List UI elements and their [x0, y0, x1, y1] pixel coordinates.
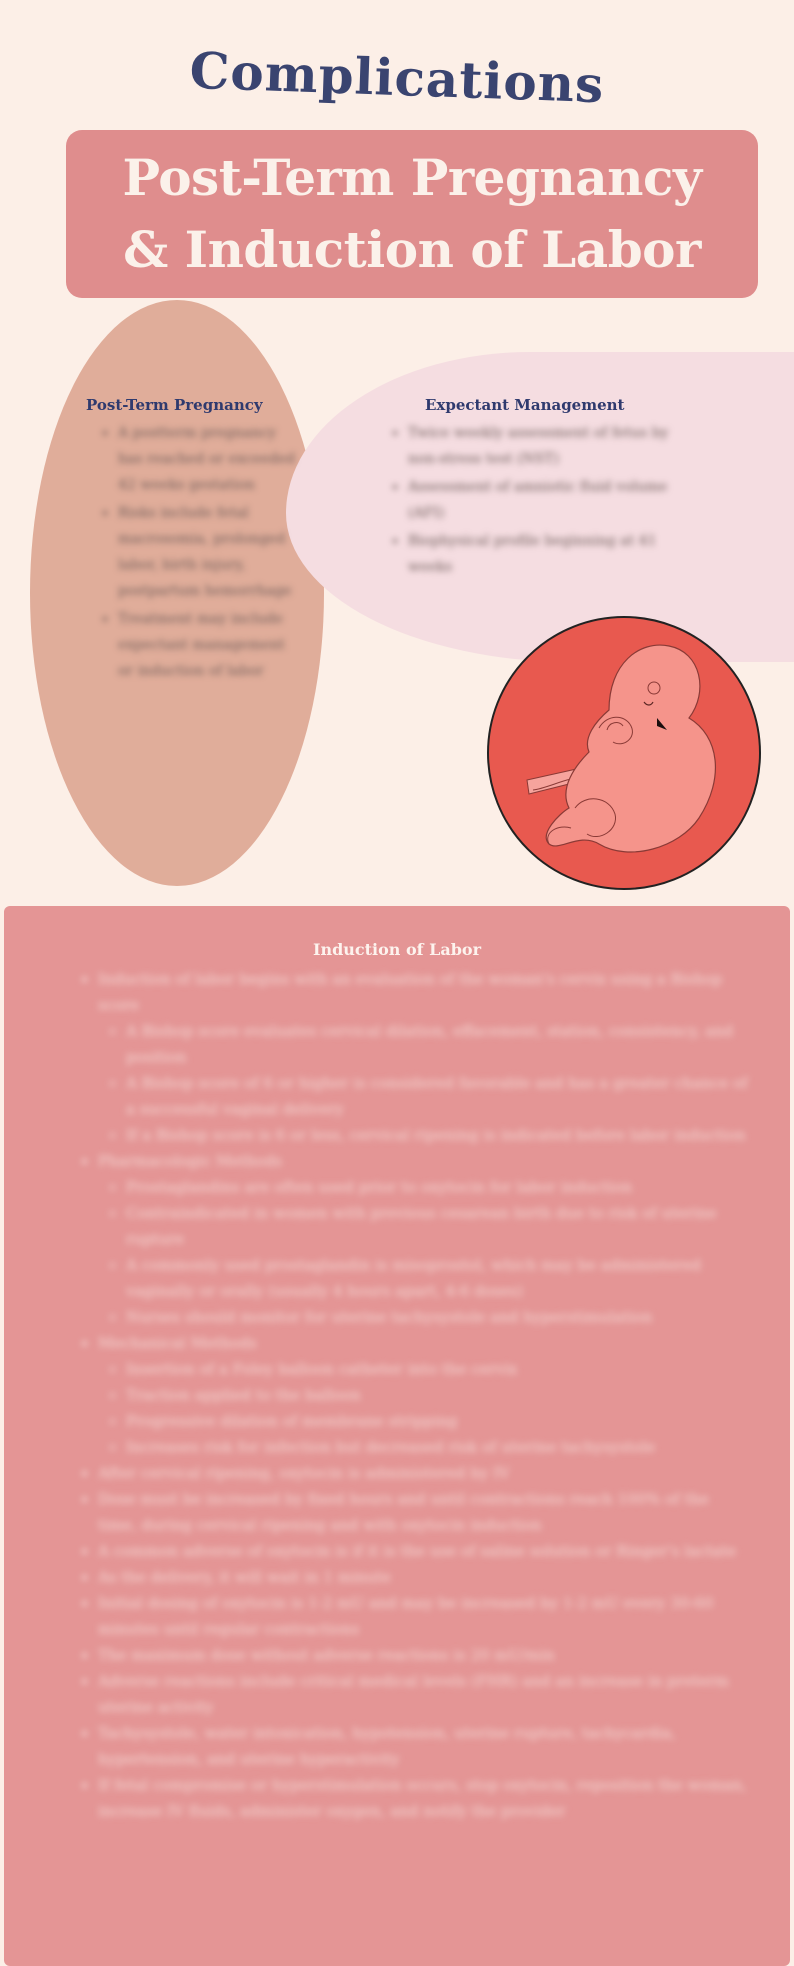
post-term-list — [96, 420, 298, 686]
list-item: • Risks include fetal macrosomia, prolonged labor, birth injury, postpartum hemorrhage — [118, 500, 298, 604]
list-item: • Twice weekly assessment of fetus by non-stress test (NST) — [408, 420, 698, 472]
list-item: • After cervical ripening, oxytocin is administered by IV — [98, 1460, 748, 1486]
list-item: • The maximum dose without adverse reactions is 20 mU/min — [98, 1642, 748, 1668]
induction-heading: Induction of Labor — [312, 940, 482, 959]
sub-list-item: ◦ Prostaglandins are often used prior to oxytocin for labor induction — [126, 1174, 748, 1200]
title-banner — [66, 130, 758, 298]
list-item: • Induction of labor begins with an evaluation of the woman's cervix using a Bishop score ◦ A Bishop score evaluates cervical dilation, effacement, station, consistency, and position ◦ A Bishop score of 6 or higher is considered favorable and has a greater chance of a successful vaginal delivery ◦ If a Bishop score is 6 or less, cervical ripening is indicated before labor induction — [98, 966, 748, 1148]
sub-list-item: ◦ A Bishop score evaluates cervical dilation, effacement, station, consistency, and position — [126, 1018, 748, 1070]
list-item: • Tachysystole, water intoxication, hypotension, uterine rupture, tachycardia, hypertension, and uterine hyperactivity — [98, 1720, 748, 1772]
list-item: • Biophysical profile beginning at 41 weeks — [408, 528, 698, 580]
page-kicker: Complications — [188, 40, 606, 115]
sub-list-item: ◦ Insertion of a Foley balloon catheter into the cervix — [126, 1356, 748, 1382]
list-item: • Assessment of amniotic fluid volume (AFI) — [408, 474, 698, 526]
post-term-heading: Post-Term Pregnancy — [86, 396, 263, 414]
list-item: • Pharmacologic Methods ◦ Prostaglandins are often used prior to oxytocin for labor induction ◦ Contraindicated in women with previous cesarean birth due to risk of uterine rupture ◦ A commonly used prostaglandin is misoprostol, which may be administered vaginally or orally (usually 4 hours apart, 4-6 doses) ◦ Nurses should monitor for uterine tachysystole and hyperstimulation — [98, 1148, 748, 1330]
sub-list-item: ◦ Contraindicated in women with previous cesarean birth due to risk of uterine rupture — [126, 1200, 748, 1252]
list-item: • If fetal compromise or hyperstimulation occurs, stop oxytocin, reposition the woman, increase IV fluids, administer oxygen, and notify the provider — [98, 1772, 748, 1824]
sub-list-item: ◦ A commonly used prostaglandin is misoprostol, which may be administered vaginally or orally (usually 4 hours apart, 4-6 doses) — [126, 1252, 748, 1304]
list-item: • Adverse reactions include critical medical levels (FHR) and an increase in preterm uterine activity — [98, 1668, 748, 1720]
sub-list-item: ◦ A Bishop score of 6 or higher is considered favorable and has a greater chance of a successful vaginal delivery — [126, 1070, 748, 1122]
sub-list-item: ◦ Nurses should monitor for uterine tachysystole and hyperstimulation — [126, 1304, 748, 1330]
induction-panel — [4, 906, 790, 1966]
sub-list-item: ◦ Traction applied to the balloon — [126, 1382, 748, 1408]
list-item: • A postterm pregnancy has reached or exceeded 42 weeks gestation — [118, 420, 298, 498]
list-item: • As the delivery, it will wait in 1 minute — [98, 1564, 748, 1590]
expectant-heading: Expectant Management — [425, 396, 625, 414]
list-item: • Treatment may include expectant management or induction of labor — [118, 606, 298, 684]
fetus-illustration — [487, 616, 761, 890]
sub-list-item: ◦ Progressive dilation of membrane stripping — [126, 1408, 748, 1434]
list-item: • A common adverse of oxytocin is if it is the use of saline solution or Ringer's lactate — [98, 1538, 748, 1564]
list-item: • Mechanical Methods ◦ Insertion of a Foley balloon catheter into the cervix ◦ Traction applied to the balloon ◦ Progressive dilation of membrane stripping ◦ Increases risk for infection but decreased risk of uterine tachysystole — [98, 1330, 748, 1460]
list-item: • Initial dosing of oxytocin is 1-2 mU and may be increased by 1-2 mU every 30-60 minutes until regular contractions — [98, 1590, 748, 1642]
list-item: • Dose must be increased by fixed hours and until contractions reach 100% of the time, during cervical ripening and with oxytocin induction — [98, 1486, 748, 1538]
sub-list-item: ◦ Increases risk for infection but decreased risk of uterine tachysystole — [126, 1434, 748, 1460]
expectant-list — [386, 420, 698, 582]
induction-list — [74, 966, 748, 1824]
sub-list-item: ◦ If a Bishop score is 6 or less, cervical ripening is indicated before labor induction — [126, 1122, 748, 1148]
fetus-icon — [489, 618, 759, 888]
title-line-1: Post-Term Pregnancy — [122, 148, 702, 207]
title-line-2: & Induction of Labor — [123, 220, 701, 279]
